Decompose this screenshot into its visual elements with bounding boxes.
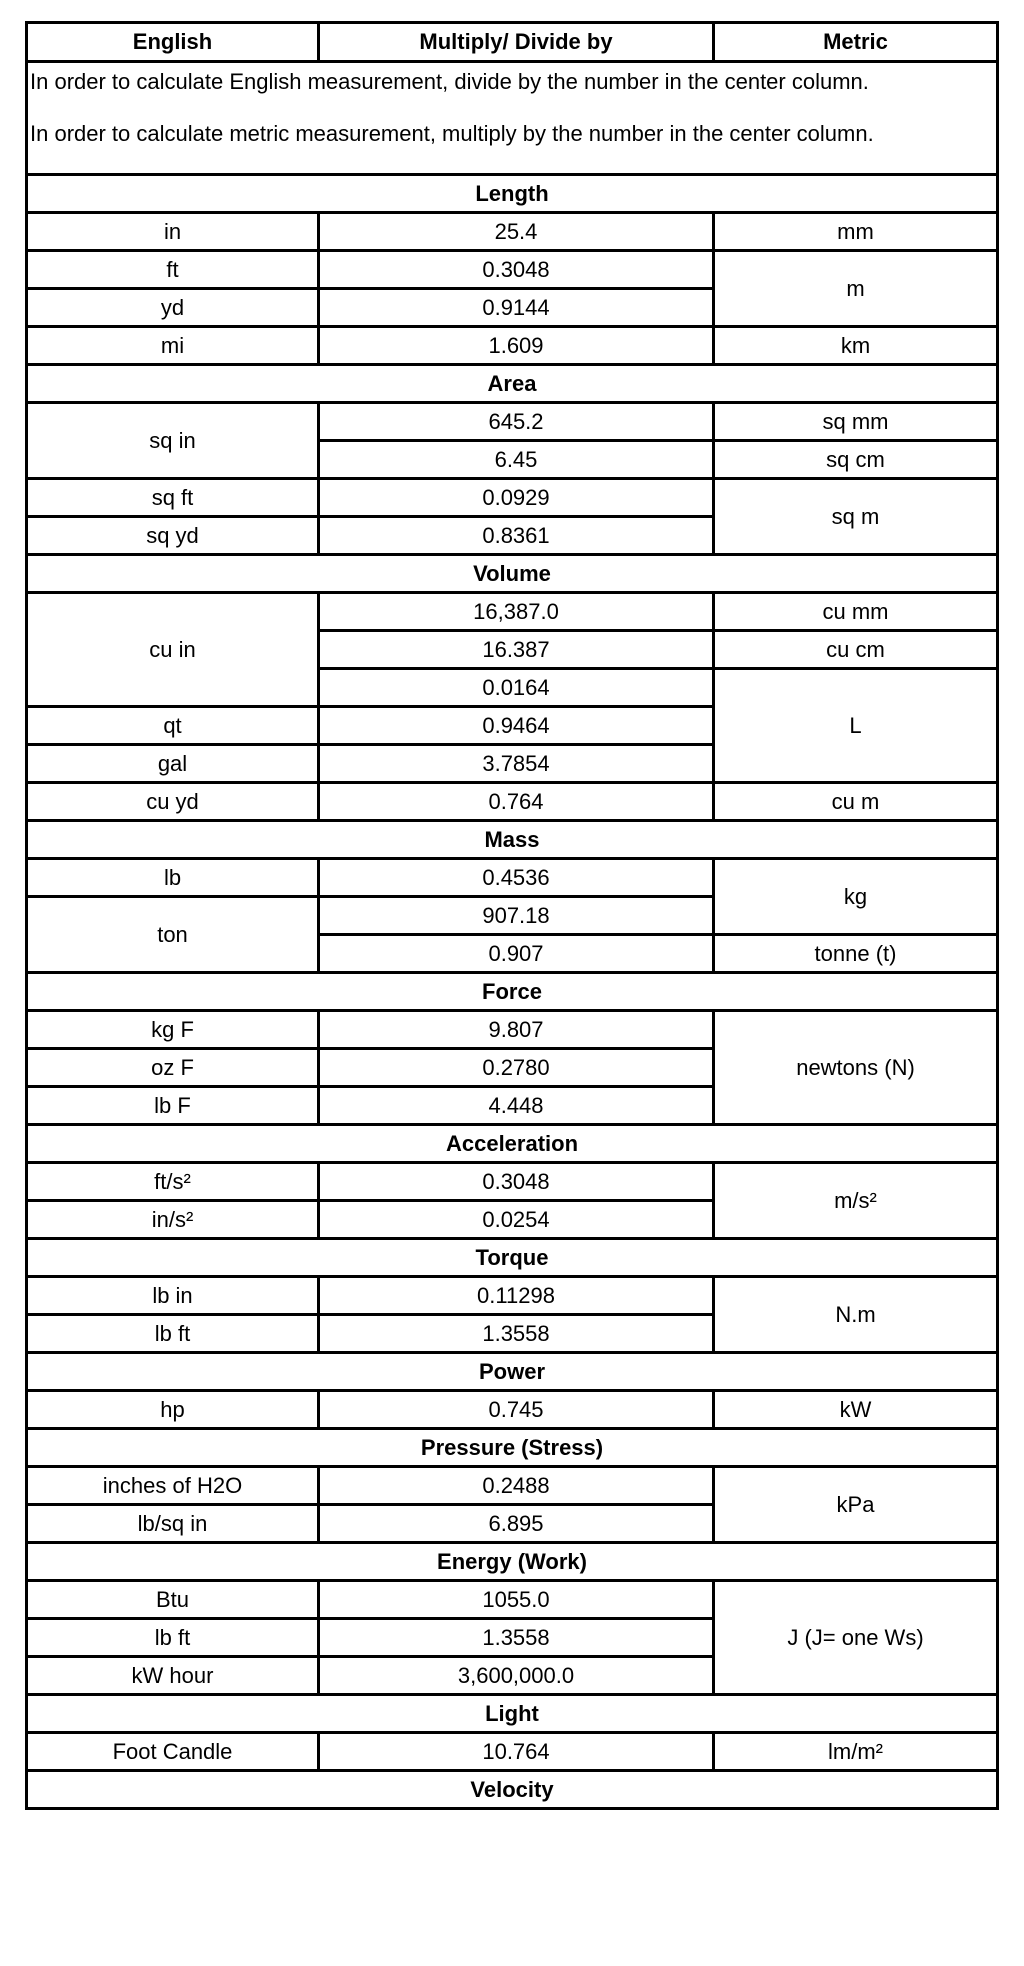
factor-value: 1055.0 xyxy=(319,1581,714,1619)
english-unit: ton xyxy=(27,897,319,973)
header-metric: Metric xyxy=(714,23,998,62)
english-unit: gal xyxy=(27,745,319,783)
english-unit: sq ft xyxy=(27,479,319,517)
table-row xyxy=(27,403,998,441)
section-row xyxy=(27,1125,998,1163)
factor-value: 6.45 xyxy=(319,441,714,479)
metric-unit: cu cm xyxy=(714,631,998,669)
section-row xyxy=(27,365,998,403)
factor-value: 1.609 xyxy=(319,327,714,365)
table-row xyxy=(27,1011,998,1049)
section-title-force: Force xyxy=(27,973,998,1011)
section-title-area: Area xyxy=(27,365,998,403)
metric-unit: kg xyxy=(714,859,998,935)
section-row xyxy=(27,1353,998,1391)
metric-unit: L xyxy=(714,669,998,783)
section-row xyxy=(27,175,998,213)
section-title-volume: Volume xyxy=(27,555,998,593)
english-unit: yd xyxy=(27,289,319,327)
section-title-pressure: Pressure (Stress) xyxy=(27,1429,998,1467)
factor-value: 907.18 xyxy=(319,897,714,935)
factor-value: 1.3558 xyxy=(319,1619,714,1657)
english-unit: qt xyxy=(27,707,319,745)
table-row xyxy=(27,783,998,821)
english-unit: hp xyxy=(27,1391,319,1429)
table-row xyxy=(27,251,998,289)
instruction-english: In order to calculate English measurement, divide by the number in the center column. xyxy=(30,69,869,94)
section-row xyxy=(27,1239,998,1277)
english-unit: lb/sq in xyxy=(27,1505,319,1543)
english-unit: in/s² xyxy=(27,1201,319,1239)
metric-unit: km xyxy=(714,327,998,365)
metric-unit: J (J= one Ws) xyxy=(714,1581,998,1695)
section-row xyxy=(27,555,998,593)
table-row xyxy=(27,1581,998,1619)
table-row xyxy=(27,593,998,631)
english-unit: lb ft xyxy=(27,1619,319,1657)
factor-value: 0.11298 xyxy=(319,1277,714,1315)
instructions-row xyxy=(27,62,998,175)
table-row xyxy=(27,1163,998,1201)
factor-value: 0.764 xyxy=(319,783,714,821)
section-row xyxy=(27,821,998,859)
section-title-velocity: Velocity xyxy=(27,1771,998,1809)
table-row xyxy=(27,327,998,365)
section-title-power: Power xyxy=(27,1353,998,1391)
english-unit: sq yd xyxy=(27,517,319,555)
instruction-metric: In order to calculate metric measurement, multiply by the number in the center column. xyxy=(30,121,874,146)
table-row xyxy=(27,1733,998,1771)
table-row xyxy=(27,213,998,251)
metric-unit: sq m xyxy=(714,479,998,555)
english-unit: Foot Candle xyxy=(27,1733,319,1771)
factor-value: 0.907 xyxy=(319,935,714,973)
table-row xyxy=(27,479,998,517)
metric-unit: lm/m² xyxy=(714,1733,998,1771)
english-unit: oz F xyxy=(27,1049,319,1087)
factor-value: 0.745 xyxy=(319,1391,714,1429)
section-title-energy: Energy (Work) xyxy=(27,1543,998,1581)
table-row xyxy=(27,859,998,897)
factor-value: 0.2488 xyxy=(319,1467,714,1505)
metric-unit: cu m xyxy=(714,783,998,821)
english-unit: kW hour xyxy=(27,1657,319,1695)
factor-value: 0.0254 xyxy=(319,1201,714,1239)
section-title-light: Light xyxy=(27,1695,998,1733)
table-row xyxy=(27,1467,998,1505)
header-factor: Multiply/ Divide by xyxy=(319,23,714,62)
metric-unit: m xyxy=(714,251,998,327)
factor-value: 0.3048 xyxy=(319,251,714,289)
factor-value: 3,600,000.0 xyxy=(319,1657,714,1695)
section-title-acceleration: Acceleration xyxy=(27,1125,998,1163)
factor-value: 16,387.0 xyxy=(319,593,714,631)
factor-value: 1.3558 xyxy=(319,1315,714,1353)
english-unit: inches of H2O xyxy=(27,1467,319,1505)
header-row xyxy=(27,23,998,62)
metric-unit: kPa xyxy=(714,1467,998,1543)
metric-unit: N.m xyxy=(714,1277,998,1353)
metric-unit: sq cm xyxy=(714,441,998,479)
metric-unit: kW xyxy=(714,1391,998,1429)
section-title-torque: Torque xyxy=(27,1239,998,1277)
metric-unit: m/s² xyxy=(714,1163,998,1239)
factor-value: 16.387 xyxy=(319,631,714,669)
factor-value: 6.895 xyxy=(319,1505,714,1543)
factor-value: 0.0164 xyxy=(319,669,714,707)
section-row xyxy=(27,1771,998,1809)
factor-value: 0.3048 xyxy=(319,1163,714,1201)
factor-value: 4.448 xyxy=(319,1087,714,1125)
factor-value: 3.7854 xyxy=(319,745,714,783)
english-unit: lb F xyxy=(27,1087,319,1125)
factor-value: 9.807 xyxy=(319,1011,714,1049)
english-unit: lb xyxy=(27,859,319,897)
section-row xyxy=(27,973,998,1011)
conversion-table xyxy=(25,21,999,1810)
english-unit: mi xyxy=(27,327,319,365)
english-unit: in xyxy=(27,213,319,251)
english-unit: cu yd xyxy=(27,783,319,821)
english-unit: lb ft xyxy=(27,1315,319,1353)
metric-unit: mm xyxy=(714,213,998,251)
factor-value: 645.2 xyxy=(319,403,714,441)
factor-value: 10.764 xyxy=(319,1733,714,1771)
factor-value: 0.0929 xyxy=(319,479,714,517)
metric-unit: newtons (N) xyxy=(714,1011,998,1125)
factor-value: 0.2780 xyxy=(319,1049,714,1087)
section-title-length: Length xyxy=(27,175,998,213)
english-unit: kg F xyxy=(27,1011,319,1049)
section-row xyxy=(27,1543,998,1581)
factor-value: 0.8361 xyxy=(319,517,714,555)
factor-value: 0.9464 xyxy=(319,707,714,745)
factor-value: 0.9144 xyxy=(319,289,714,327)
metric-unit: sq mm xyxy=(714,403,998,441)
section-row xyxy=(27,1695,998,1733)
table-row xyxy=(27,1277,998,1315)
section-row xyxy=(27,1429,998,1467)
english-unit: ft xyxy=(27,251,319,289)
english-unit: lb in xyxy=(27,1277,319,1315)
section-title-mass: Mass xyxy=(27,821,998,859)
metric-unit: tonne (t) xyxy=(714,935,998,973)
table-row xyxy=(27,1391,998,1429)
factor-value: 25.4 xyxy=(319,213,714,251)
metric-unit: cu mm xyxy=(714,593,998,631)
english-unit: cu in xyxy=(27,593,319,707)
english-unit: ft/s² xyxy=(27,1163,319,1201)
english-unit: sq in xyxy=(27,403,319,479)
factor-value: 0.4536 xyxy=(319,859,714,897)
instructions-cell xyxy=(27,62,998,175)
header-english: English xyxy=(27,23,319,62)
english-unit: Btu xyxy=(27,1581,319,1619)
